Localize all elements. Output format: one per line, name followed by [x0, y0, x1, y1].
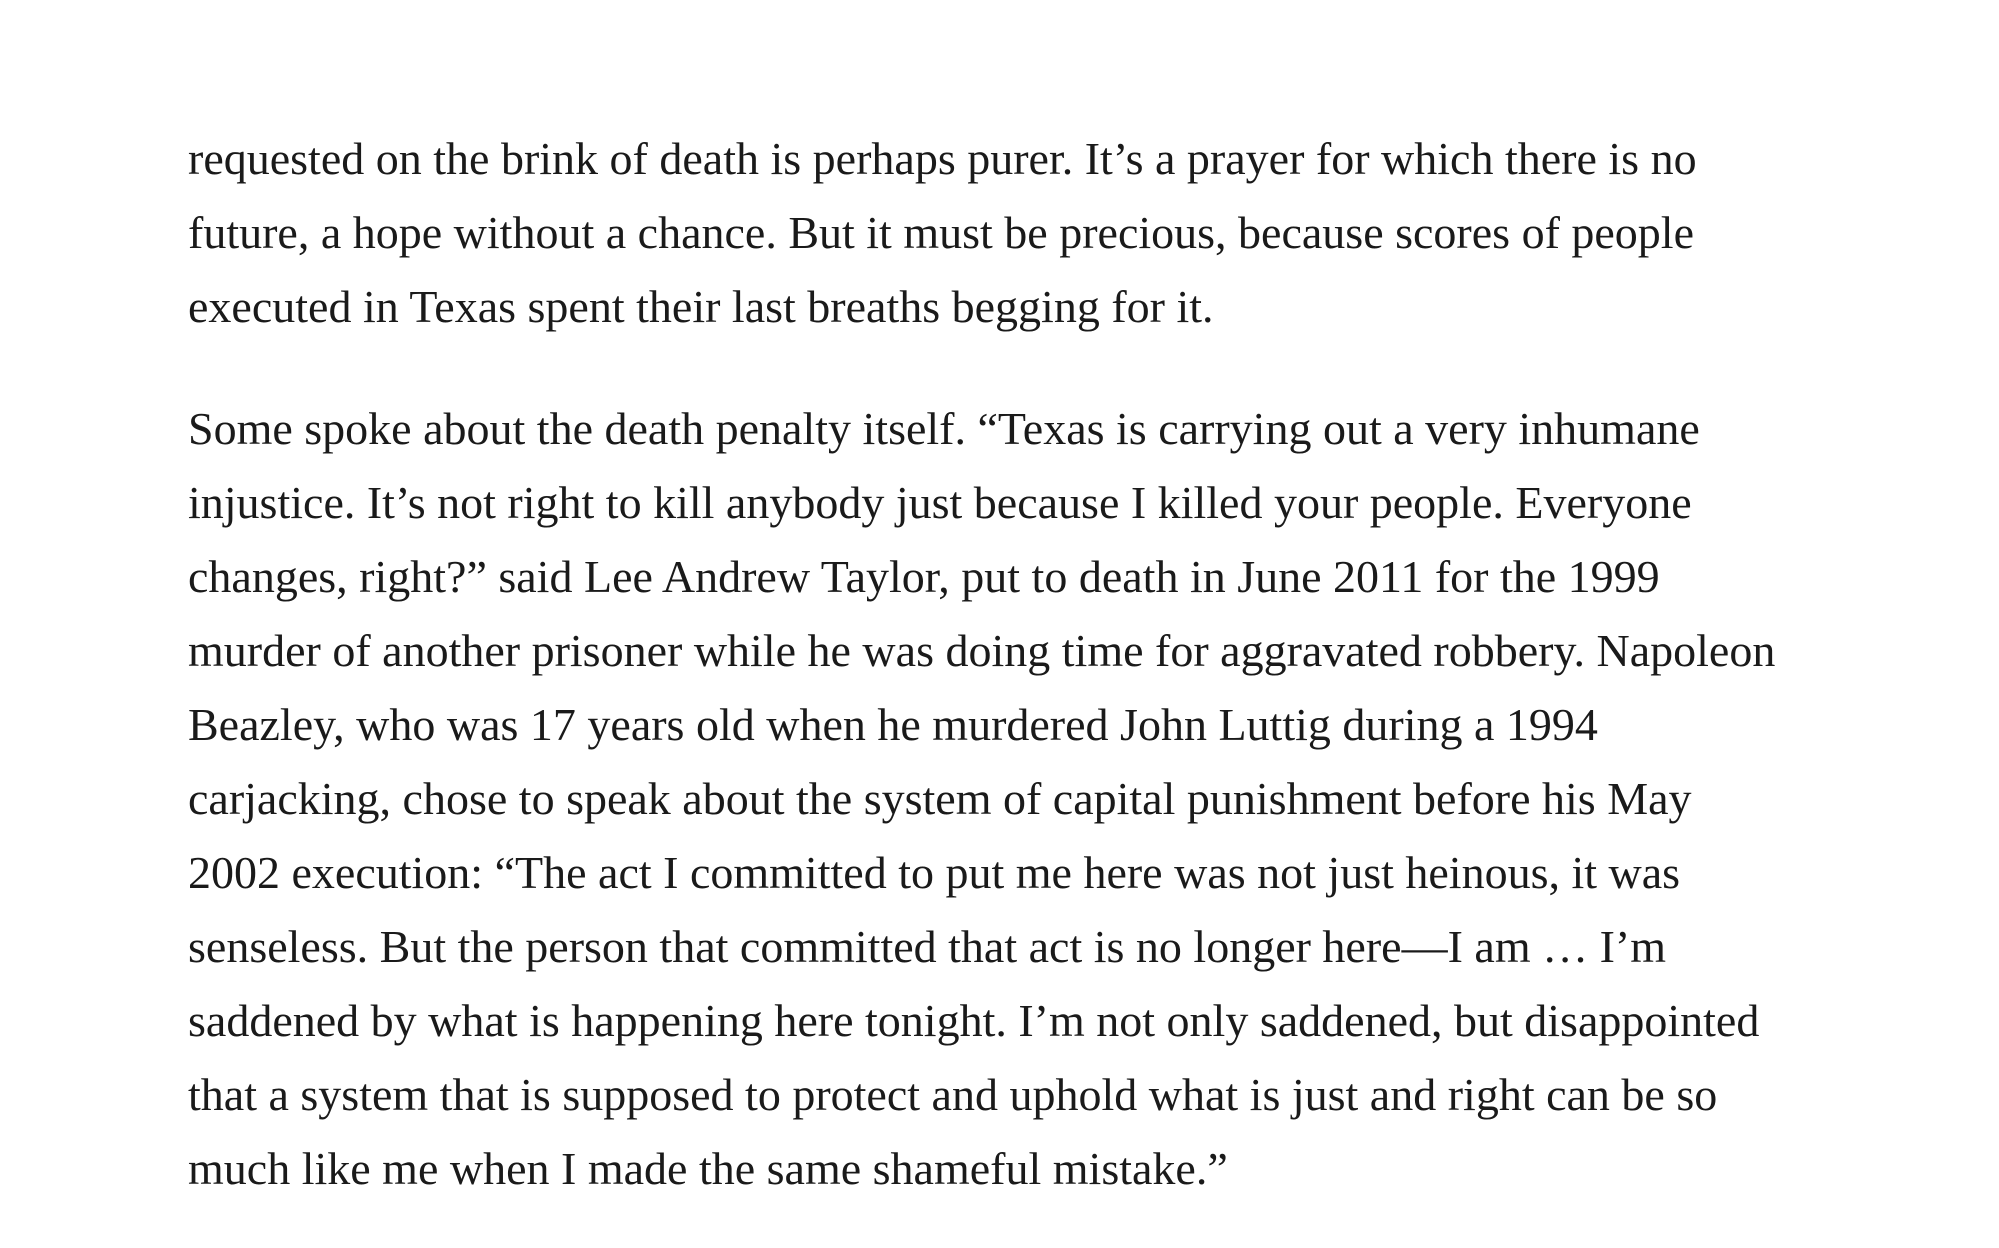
text-line: Some spoke about the death penalty itself. “Texas is carrying out a very inhumane — [188, 403, 1700, 454]
body-text — [188, 122, 1908, 1206]
text-line: changes, right?” said Lee Andrew Taylor, put to death in June 2011 for the 1999 — [188, 551, 1660, 602]
text-line: murder of another prisoner while he was doing time for aggravated robbery. Napoleon — [188, 625, 1776, 676]
paragraph-spacer — [188, 344, 1908, 392]
text-line: that a system that is supposed to protect and uphold what is just and right can be so — [188, 1069, 1718, 1120]
text-line: carjacking, chose to speak about the system of capital punishment before his May — [188, 773, 1692, 824]
text-line: senseless. But the person that committed that act is no longer here—I am … I’m — [188, 921, 1667, 972]
text-line: injustice. It’s not right to kill anybody just because I killed your people. Everyone — [188, 477, 1692, 528]
text-line: requested on the brink of death is perhaps purer. It’s a prayer for which there is no — [188, 133, 1697, 184]
text-line: 2002 execution: “The act I committed to put me here was not just heinous, it was — [188, 847, 1681, 898]
text-line: future, a hope without a chance. But it must be precious, because scores of people — [188, 207, 1695, 258]
paragraph-2 — [188, 392, 1908, 1206]
text-line: much like me when I made the same shameful mistake.” — [188, 1143, 1228, 1194]
text-line: executed in Texas spent their last breaths begging for it. — [188, 281, 1214, 332]
text-line: Beazley, who was 17 years old when he murdered John Luttig during a 1994 — [188, 699, 1598, 750]
paragraph-1 — [188, 122, 1908, 344]
text-line: saddened by what is happening here tonight. I’m not only saddened, but disappointed — [188, 995, 1760, 1046]
